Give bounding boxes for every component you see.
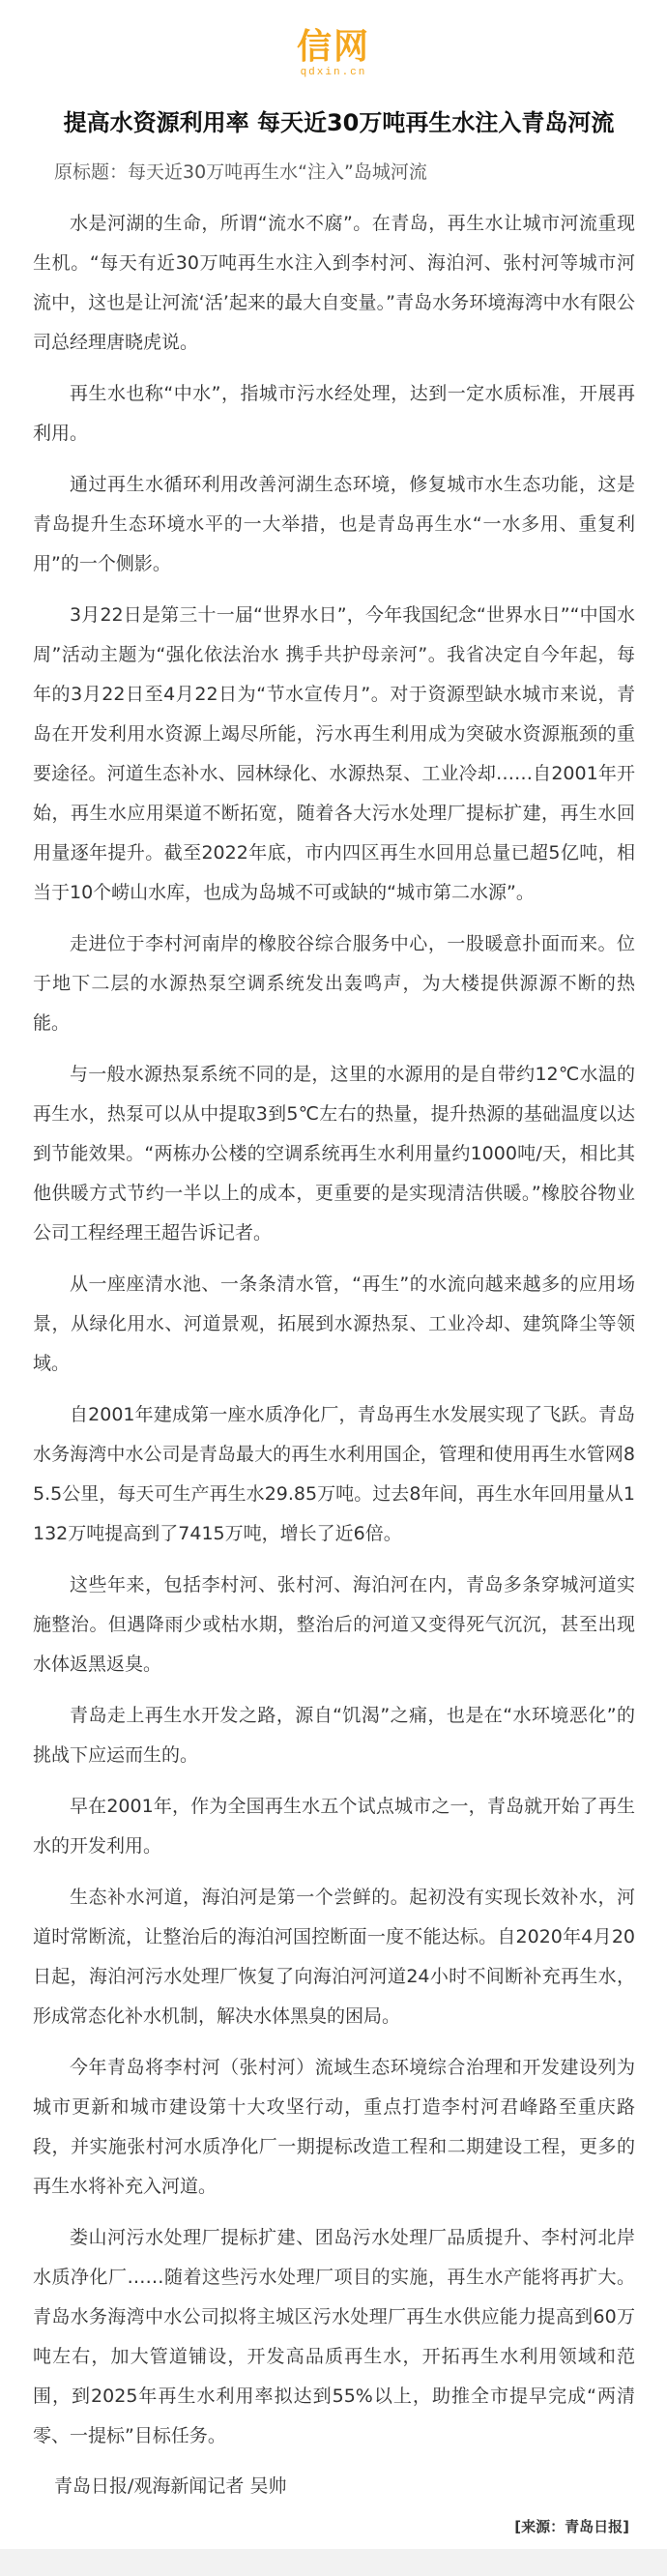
site-logo[interactable] (297, 27, 370, 79)
original-title: 原标题：每天近30万吨再生水“注入”岛城河流 (54, 161, 427, 183)
paragraph: 这些年来，包括李村河、张村河、海泊河在内，青岛多条穿城河道实施整治。但遇降雨少或枯水期，整治后的河道又变得死气沉沉，甚至出现水体返黑返臭。 (33, 1574, 635, 1675)
paragraph: 今年青岛将李村河（张村河）流域生态环境综合治理和开发建设列为城市更新和城市建设第十大攻坚行动，重点打造李村河君峰路至重庆路段，并实施张村河水质净化厂一期提标改造工程和二期建设工程，更多的再生水将补充入河道。 (33, 2057, 635, 2197)
paragraph: 3月22日是第三十一届“世界水日”，今年我国纪念“世界水日”“中国水周”活动主题为“强化依法治水 携手共护母亲河”。我省决定自今年起，每年的3月22日至4月22日为“节水宣传月”。对于资源型缺水城市来说，青岛在开发利用水资源上竭尽所能，污水再生利用成为突破水资源瓶颈的重要途径。河道生态补水、园林绿化、水源热泵、工业冷却……自2001年开始，再生水应用渠道不断拓宽，随着各大污水处理厂提标扩建，再生水回用量逐年提升。截至2022年底，市内四区再生水回用总量已超5亿吨，相当于10个崂山水库，也成为岛城不可或缺的“城市第二水源”。 (33, 604, 635, 903)
source-tag: [来源：青岛日报] (514, 2518, 629, 2535)
article-body (0, 103, 667, 2541)
paragraph: 水是河湖的生命，所谓“流水不腐”。在青岛，再生水让城市河流重现生机。“每天有近30万吨再生水注入到李村河、海泊河、张村河等城市河流中，这也是让河流‘活’起来的最大自变量。”青岛水务环境海湾中水有限公司总经理唐晓虎说。 (33, 213, 635, 353)
paragraph: 通过再生水循环利用改善河湖生态环境，修复城市水生态功能，这是青岛提升生态环境水平的一大举措，也是青岛再生水“一水多用、重复利用”的一个侧影。 (33, 474, 635, 574)
logo-mark: 信网 (296, 25, 370, 67)
logo-domain: qdxin.cn (300, 66, 367, 78)
paragraph: 从一座座清水池、一条条清水管，“再生”的水流向越来越多的应用场景，从绿化用水、河道景观，拓展到水源热泵、工业冷却、建筑降尘等领域。 (33, 1273, 635, 1374)
site-header (0, 0, 667, 92)
article-title: 提高水资源利用率 每天近30万吨再生水注入青岛河流 (63, 109, 615, 136)
paragraph: 走进位于李村河南岸的橡胶谷综合服务中心，一股暖意扑面而来。位于地下二层的水源热泵空调系统发出轰鸣声，为大楼提供源源不断的热能。 (33, 933, 635, 1034)
paragraph: 生态补水河道，海泊河是第一个尝鲜的。起初没有实现长效补水，河道时常断流，让整治后的海泊河国控断面一度不能达标。自2020年4月20日起，海泊河污水处理厂恢复了向海泊河河道24小时不间断补充再生水，形成常态化补水机制，解决水体黑臭的困局。 (33, 1887, 635, 2027)
byline: 青岛日报/观海新闻记者 吴帅 (54, 2475, 287, 2497)
paragraph: 再生水也称“中水”，指城市污水经处理，达到一定水质标准，开展再利用。 (33, 383, 635, 444)
paragraph: 青岛走上再生水开发之路，源自“饥渴”之痛，也是在“水环境恶化”的挑战下应运而生的。 (33, 1705, 635, 1766)
paragraph: 自2001年建成第一座水质净化厂，青岛再生水发展实现了飞跃。青岛水务海湾中水公司是青岛最大的再生水利用国企，管理和使用再生水管网85.5公里，每天可生产再生水29.85万吨。过去8年间，再生水年回用量从1132万吨提高到了7415万吨，增长了近6倍。 (33, 1404, 635, 1544)
paragraph: 早在2001年，作为全国再生水五个试点城市之一，青岛就开始了再生水的开发利用。 (33, 1796, 635, 1857)
paragraph: 娄山河污水处理厂提标扩建、团岛污水处理厂品质提升、李村河北岸水质净化厂……随着这些污水处理厂项目的实施，再生水产能将再扩大。青岛水务海湾中水公司拟将主城区污水处理厂再生水供应能力提高到60万吨左右，加大管道铺设，开发高品质再生水，开拓再生水利用领域和范围，到2025年再生水利用率拟达到55%以上，助推全市提早完成“两清零、一提标”目标任务。 (33, 2227, 635, 2446)
footer-bar (0, 2549, 667, 2576)
paragraph: 与一般水源热泵系统不同的是，这里的水源用的是自带约12℃水温的再生水，热泵可以从中提取3到5℃左右的热量，提升热源的基础温度以达到节能效果。“两栋办公楼的空调系统再生水利用量约1000吨/天，相比其他供暖方式节约一半以上的成本，更重要的是实现清洁供暖。”橡胶谷物业公司工程经理王超告诉记者。 (33, 1064, 635, 1244)
